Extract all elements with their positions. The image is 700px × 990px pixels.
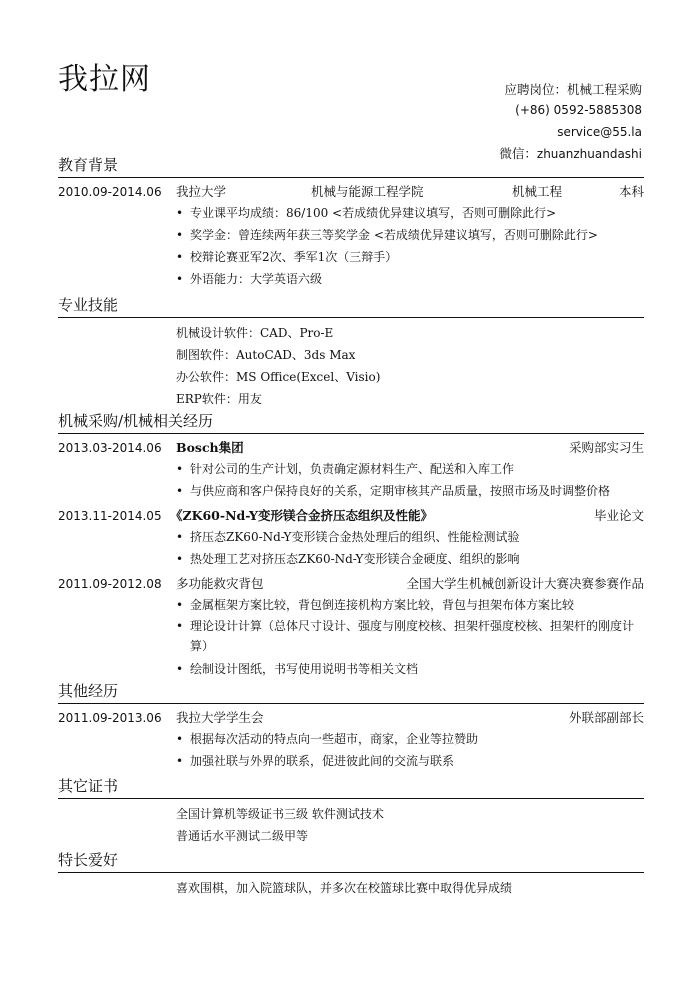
- wechat-id: zhuanzhuandashi: [536, 147, 642, 162]
- other-row: [58, 708, 644, 728]
- contact-block: [342, 79, 642, 166]
- other-date: 2011.09-2013.06: [58, 711, 162, 725]
- education-date: 2010.09-2014.06: [58, 185, 162, 199]
- school-name: 我拉大学: [176, 184, 227, 199]
- list-item: • 专业课平均成绩：86/100 <若成绩优异建议填写，否则可删除此行>: [176, 206, 557, 220]
- experience-bullets: [176, 458, 644, 502]
- experience-org: Bosch集团: [176, 440, 244, 455]
- skill-item: 制图软件：AutoCAD、3ds Max: [176, 348, 356, 362]
- skill-item: 机械设计软件：CAD、Pro-E: [176, 326, 334, 340]
- major-name: 机械工程: [512, 184, 563, 199]
- list-item: • 奖学金：曾连续两年获三等奖学金 <若成绩优异建议填写，否则可删除此行>: [176, 228, 598, 242]
- other-bullets: [176, 728, 644, 772]
- degree: 本科: [618, 184, 644, 199]
- experience-date: 2011.09-2012.08: [58, 577, 162, 591]
- section-title: 教育背景: [58, 155, 644, 178]
- college-name: 机械与能源工程学院: [311, 184, 424, 199]
- section-title: 特长爱好: [58, 850, 644, 873]
- other-section: [58, 681, 644, 772]
- list-item: • 校辩论赛亚军2次、季军1次（三辩手）: [176, 250, 398, 264]
- phone-number: (+86) 0592-5885308: [515, 103, 642, 118]
- wechat-label: 微信：: [499, 146, 537, 162]
- education-bullets: [176, 202, 644, 290]
- list-item: • 根据每次活动的特点向一些超市，商家，企业等拉赞助: [176, 732, 479, 746]
- email-address: service@55.la: [557, 124, 642, 139]
- section-title: 机械采购/机械相关经历: [58, 411, 644, 434]
- skill-item: 办公软件：MS Office(Excel、Visio): [176, 370, 381, 384]
- skills-section: [58, 295, 644, 410]
- other-role: 外联部副部长: [568, 710, 644, 725]
- list-item: • 挤压态ZK60-Nd-Y变形镁合金热处理后的组织、性能检测试验: [176, 530, 520, 544]
- experience-date: 2013.11-2014.05: [58, 509, 162, 523]
- list-item: • 加强社联与外界的联系，促进彼此间的交流与联系: [176, 754, 455, 768]
- section-title: 其它证书: [58, 776, 644, 799]
- experience-row: [58, 438, 644, 458]
- experience-row: [58, 506, 644, 526]
- experience-bullets: [176, 526, 644, 570]
- list-item: • 外语能力：大学英语六级: [176, 272, 323, 286]
- list-item: • 金属框架方案比较，背包倒连接机构方案比较，背包与担架布体方案比较: [176, 598, 575, 612]
- experience-role: 全国大学生机械创新设计大赛决赛参赛作品: [406, 576, 644, 591]
- list-item: • 针对公司的生产计划，负责确定源材料生产、配送和入库工作: [176, 462, 515, 476]
- certificates-section: [58, 776, 644, 847]
- experience-date: 2013.03-2014.06: [58, 441, 162, 455]
- experience-role: 采购部实习生: [568, 440, 644, 455]
- education-section: [58, 155, 644, 290]
- section-title: 专业技能: [58, 295, 644, 318]
- skill-item: ERP软件：用友: [176, 392, 262, 406]
- certificate-item: 全国计算机等级证书三级 软件测试技术: [176, 807, 384, 821]
- applied-position: 应聘岗位：机械工程采购: [504, 82, 642, 97]
- other-org: 我拉大学学生会: [176, 710, 264, 725]
- list-item: • 绘制设计图纸，书写使用说明书等相关文档: [176, 662, 419, 676]
- hobbies-section: [58, 850, 644, 899]
- hobby-item: 喜欢围棋，加入院篮球队，并多次在校篮球比赛中取得优异成绩: [176, 881, 513, 895]
- experience-role: 毕业论文: [593, 508, 644, 523]
- experience-bullets: [176, 594, 644, 680]
- list-item: • 理论设计计算（总体尺寸设计、强度与刚度校核、担架杆强度校核、担架杆的刚度计算）: [176, 619, 635, 653]
- experience-org: 《ZK60-Nd-Y变形镁合金挤压态组织及性能》: [170, 508, 433, 523]
- list-item: • 与供应商和客户保持良好的关系，定期审核其产品质量，按照市场及时调整价格: [176, 484, 611, 498]
- experience-row: [58, 574, 644, 594]
- experience-section: [58, 411, 644, 680]
- experience-org: 多功能救灾背包: [176, 576, 264, 591]
- certificate-item: 普通话水平测试二级甲等: [176, 829, 309, 843]
- section-title: 其他经历: [58, 681, 644, 704]
- list-item: • 热处理工艺对挤压态ZK60-Nd-Y变形镁合金硬度、组织的影响: [176, 552, 520, 566]
- applicant-name: 我拉网: [58, 62, 151, 97]
- education-row: [58, 182, 644, 202]
